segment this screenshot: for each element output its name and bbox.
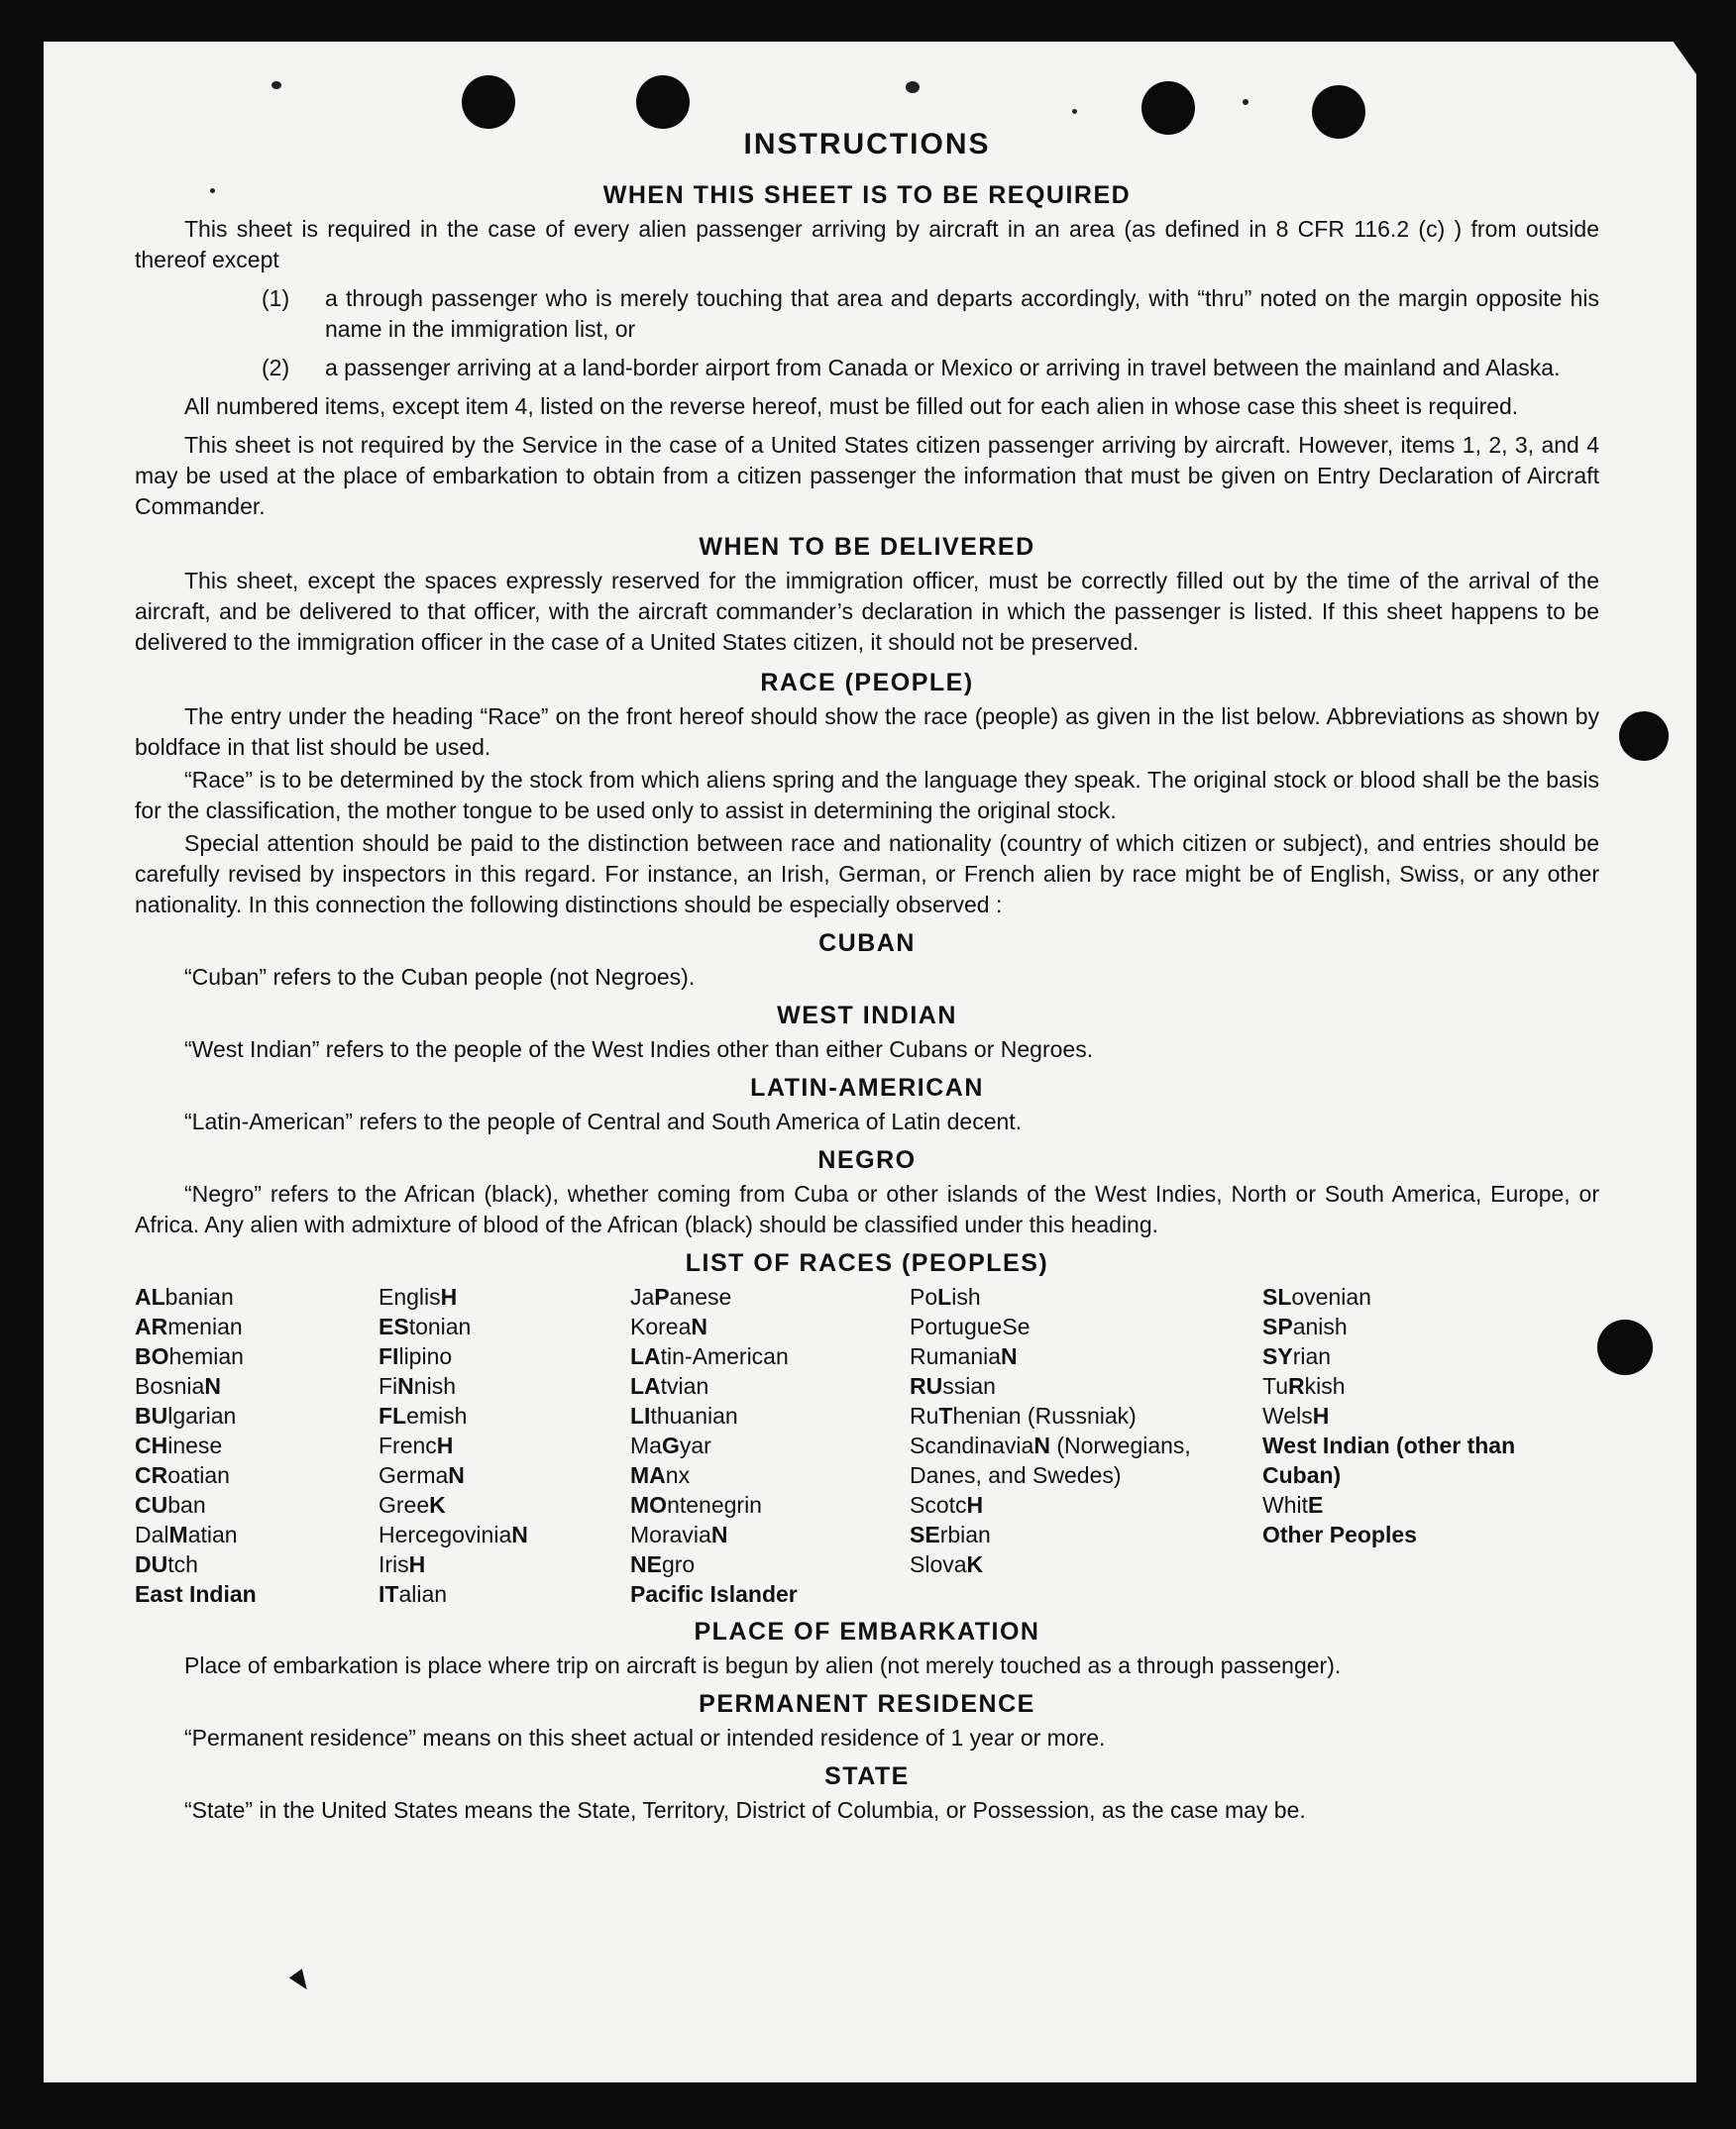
list-item	[135, 353, 1599, 383]
race-entry: FiNnish	[379, 1373, 456, 1399]
paragraph: Special attention should be paid to the distinction between race and nationality (country of which citizen or subject), and entries should be carefully revised by inspectors in this regard. For instance, an Irish, German, or French alien by race might be of English, Swiss, or any other nationality. In this connection the following distinctions should be especially observed :	[135, 830, 1599, 917]
race-entry: CRoatian	[135, 1462, 230, 1488]
race-entry: MoraviaN	[630, 1522, 728, 1547]
race-entry: Other Peoples	[1262, 1522, 1417, 1547]
race-entry: IrisH	[379, 1551, 426, 1577]
punch-hole	[636, 75, 690, 129]
race-entry: FrencH	[379, 1433, 454, 1458]
race-entry: MaGyar	[630, 1433, 711, 1458]
race-entry: MOntenegrin	[630, 1492, 762, 1518]
list-item	[135, 283, 1599, 345]
race-entry: MAnx	[630, 1462, 691, 1488]
race-entry: PoLish	[910, 1284, 981, 1310]
race-entry: WelsH	[1262, 1403, 1330, 1429]
paragraph: “Negro” refers to the African (black), whether coming from Cuba or other islands of the West Indies, North or South America, Europe, or Africa. Any alien with admixture of blood of the African (black) should be classified under this heading.	[135, 1181, 1599, 1237]
paragraph: “West Indian” refers to the people of the West Indies other than either Cubans or Negroes.	[184, 1036, 1094, 1062]
paragraph: This sheet is not required by the Service in the case of a United States citizen passenger arriving by aircraft. However, items 1, 2, 3, and 4 may be used at the place of embarkation to obtain from a citizen passenger the information that must be given on Entry Declaration of Aircraft Commander.	[135, 432, 1599, 519]
race-entry: WhitE	[1262, 1492, 1324, 1518]
race-entry: GreeK	[379, 1492, 446, 1518]
races-column	[135, 1282, 379, 1609]
section-heading-when-required: WHEN THIS SHEET IS TO BE REQUIRED	[602, 181, 1132, 209]
race-entry: ARmenian	[135, 1314, 243, 1339]
race-entry: RUssian	[910, 1373, 996, 1399]
race-entry: West Indian (other than Cuban)	[1262, 1433, 1516, 1488]
paragraph: This sheet is required in the case of every alien passenger arriving by aircraft in an area (as defined in 8 CFR 116.2 (c) ) from outside thereof except	[135, 216, 1599, 272]
race-entry: ITalian	[379, 1581, 448, 1607]
section-heading-permanent-residence: PERMANENT RESIDENCE	[699, 1690, 1035, 1718]
race-entry: PortugueSe	[910, 1314, 1031, 1339]
section-heading-race: RACE (PEOPLE)	[760, 669, 974, 696]
race-entry: SYrian	[1262, 1343, 1332, 1369]
section-heading-west-indian: WEST INDIAN	[777, 1002, 957, 1029]
race-entry: CHinese	[135, 1433, 223, 1458]
paragraph: “Cuban” refers to the Cuban people (not Negroes).	[184, 964, 696, 990]
race-entry: SlovaK	[910, 1551, 984, 1577]
race-entry: ALbanian	[135, 1284, 234, 1310]
section-heading-list-of-races: LIST OF RACES (PEOPLES)	[685, 1249, 1049, 1277]
race-entry: Pacific Islander	[630, 1581, 798, 1607]
punch-hole	[1619, 711, 1669, 761]
race-entry: East Indian	[135, 1581, 257, 1607]
race-entry: ScotcH	[910, 1492, 984, 1518]
race-entry: SErbian	[910, 1522, 991, 1547]
race-entry: FIlipino	[379, 1343, 453, 1369]
race-entry: HercegoviniaN	[379, 1522, 528, 1547]
race-entry: DUtch	[135, 1551, 198, 1577]
section-heading-cuban: CUBAN	[818, 929, 916, 957]
paragraph: “Latin-American” refers to the people of Central and South America of Latin decent.	[184, 1109, 1023, 1134]
race-entry: RuThenian (Russniak)	[910, 1403, 1137, 1429]
race-entry: DalMatian	[135, 1522, 238, 1547]
punch-hole	[462, 75, 515, 129]
races-column	[379, 1282, 630, 1609]
instructions-content	[135, 125, 1599, 1828]
race-entry: BOhemian	[135, 1343, 244, 1369]
race-entry: LIthuanian	[630, 1403, 738, 1429]
races-column	[630, 1282, 910, 1609]
paragraph: The entry under the heading “Race” on the front hereof should show the race (people) as given in the list below. Abbreviations as shown by boldface in that list should be used.	[135, 703, 1599, 760]
page-title: INSTRUCTIONS	[743, 128, 991, 160]
exceptions-list	[135, 283, 1599, 383]
races-column	[910, 1282, 1262, 1609]
paragraph: “State” in the United States means the State, Territory, District of Columbia, or Possession, as the case may be.	[184, 1797, 1306, 1823]
item-text: a through passenger who is merely touching that area and departs accordingly, with “thru” noted on the margin opposite his name in the immigration list, or	[325, 285, 1599, 342]
race-entry: BosniaN	[135, 1373, 221, 1399]
race-entry: EStonian	[379, 1314, 472, 1339]
section-heading-when-delivered: WHEN TO BE DELIVERED	[699, 533, 1035, 561]
speck	[1072, 109, 1077, 114]
paragraph: “Race” is to be determined by the stock from which aliens spring and the language they speak. The original stock or blood shall be the basis for the classification, the mother tongue to be used only to assist in determining the original stock.	[135, 767, 1599, 823]
item-text: a passenger arriving at a land-border airport from Canada or Mexico or arriving in travel between the mainland and Alaska.	[325, 355, 1561, 380]
race-entry: GermaN	[379, 1462, 465, 1488]
item-number: (1)	[262, 285, 290, 311]
race-entry: SLovenian	[1262, 1284, 1371, 1310]
races-column	[1262, 1282, 1520, 1609]
punch-hole	[1597, 1320, 1653, 1375]
race-entry: ScandinaviaN (Norwegians, Danes, and Swedes)	[910, 1433, 1191, 1488]
section-heading-embarkation: PLACE OF EMBARKATION	[694, 1618, 1040, 1646]
race-entry: LAtin-American	[630, 1343, 789, 1369]
race-entry: RumaniaN	[910, 1343, 1018, 1369]
race-entry: EnglisH	[379, 1284, 458, 1310]
section-heading-negro: NEGRO	[817, 1146, 917, 1174]
speck	[1243, 99, 1248, 105]
section-heading-state: STATE	[824, 1762, 910, 1790]
paragraph: All numbered items, except item 4, listed on the reverse hereof, must be filled out for each alien in whose case this sheet is required.	[184, 393, 1519, 419]
speck	[271, 81, 281, 89]
paragraph: Place of embarkation is place where trip on aircraft is begun by alien (not merely touched as a through passenger).	[184, 1652, 1342, 1678]
race-entry: SPanish	[1262, 1314, 1348, 1339]
paragraph: “Permanent residence” means on this sheet actual or intended residence of 1 year or more.	[184, 1725, 1106, 1751]
paragraph: This sheet, except the spaces expressly reserved for the immigration officer, must be correctly filled out by the time of the arrival of the aircraft, and be delivered to that officer, with the aircraft commander’s declaration in which the passenger is listed. If this sheet happens to be delivered to the immigration officer in the case of a United States citizen, it should not be preserved.	[135, 568, 1599, 655]
race-entry: CUban	[135, 1492, 206, 1518]
speck	[906, 81, 920, 93]
races-list	[135, 1282, 1599, 1609]
section-heading-latin-american: LATIN-AMERICAN	[750, 1074, 984, 1102]
race-entry: TuRkish	[1262, 1373, 1346, 1399]
race-entry: LAtvian	[630, 1373, 709, 1399]
item-number: (2)	[262, 355, 290, 380]
race-entry: FLemish	[379, 1403, 468, 1429]
race-entry: JaPanese	[630, 1284, 732, 1310]
race-entry: NEgro	[630, 1551, 696, 1577]
race-entry: KoreaN	[630, 1314, 707, 1339]
race-entry: BUlgarian	[135, 1403, 237, 1429]
